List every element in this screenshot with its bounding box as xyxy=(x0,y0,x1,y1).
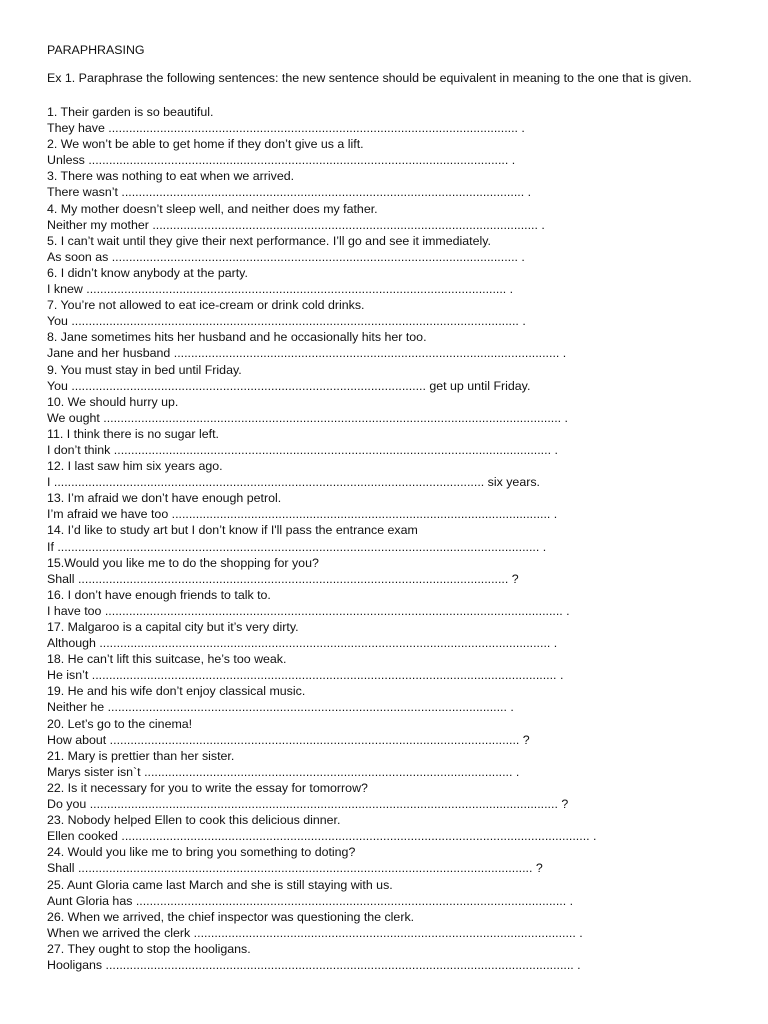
paraphrase-blank: I ............................................................................................................................. six years. xyxy=(47,475,540,490)
exercise-item xyxy=(47,619,596,651)
paraphrase-blank: They have ....................................................................................................................... . xyxy=(47,121,525,136)
original-sentence: 8. Jane sometimes hits her husband and he occasionally hits her too. xyxy=(47,330,427,345)
original-sentence: 24. Would you like me to bring you something to doting? xyxy=(47,845,356,860)
original-sentence: 20. Let’s go to the cinema! xyxy=(47,716,193,731)
exercise-item xyxy=(47,812,596,844)
paraphrase-blank: As soon as ...................................................................................................................... . xyxy=(47,249,525,264)
exercise-item xyxy=(47,909,596,941)
exercise-instruction: Ex 1. Paraphrase the following sentences: the new sentence should be equivalent in meaning to the one that is given. xyxy=(47,71,692,85)
paraphrase-blank: Neither he .................................................................................................................... . xyxy=(47,700,514,715)
exercise-item xyxy=(47,168,596,200)
original-sentence: 9. You must stay in bed until Friday. xyxy=(47,362,242,377)
exercise-item xyxy=(47,362,596,394)
paraphrase-blank: I’m afraid we have too .............................................................................................................. . xyxy=(47,507,558,522)
exercise-item xyxy=(47,941,596,973)
exercise-item xyxy=(47,458,596,490)
paraphrase-blank: You ....................................................................................................... get up until Friday. xyxy=(47,378,531,393)
paraphrase-blank: Marys sister isn`t ........................................................................................................... . xyxy=(47,764,520,779)
original-sentence: 7. You’re not allowed to eat ice-cream or drink cold drinks. xyxy=(47,298,365,313)
original-sentence: 4. My mother doesn’t sleep well, and neither does my father. xyxy=(47,201,378,216)
exercise-item xyxy=(47,780,596,812)
paraphrase-blank: When we arrived the clerk ............................................................................................................... . xyxy=(47,925,583,940)
exercise-item xyxy=(47,844,596,876)
original-sentence: 1. Their garden is so beautiful. xyxy=(47,105,214,119)
exercise-item xyxy=(47,651,596,683)
paraphrase-blank: Shall .................................................................................................................................... ? xyxy=(47,861,543,876)
original-sentence: 6. I didn’t know anybody at the party. xyxy=(47,265,248,280)
paraphrase-blank: How about ....................................................................................................................... ? xyxy=(47,732,530,747)
exercise-item xyxy=(47,104,596,136)
paraphrase-blank: I knew .......................................................................................................................... . xyxy=(47,282,514,297)
paraphrase-blank: Neither my mother ................................................................................................................ . xyxy=(47,217,545,232)
paraphrase-blank: Unless .......................................................................................................................... . xyxy=(47,153,516,168)
exercise-item xyxy=(47,201,596,233)
original-sentence: 18. He can’t lift this suitcase, he’s too weak. xyxy=(47,652,287,667)
exercise-item xyxy=(47,394,596,426)
original-sentence: 23. Nobody helped Ellen to cook this delicious dinner. xyxy=(47,813,341,828)
paraphrase-blank: Ellen cooked ........................................................................................................................................ . xyxy=(47,829,597,844)
exercise-item xyxy=(47,233,596,265)
original-sentence: 11. I think there is no sugar left. xyxy=(47,426,219,441)
original-sentence: 25. Aunt Gloria came last March and she is still staying with us. xyxy=(47,877,393,892)
paraphrase-blank: Hooligans ........................................................................................................................................ . xyxy=(47,957,581,972)
original-sentence: 5. I can’t wait until they give their next performance. I’ll go and see it immediately. xyxy=(47,233,491,248)
exercise-list xyxy=(47,104,596,973)
exercise-item xyxy=(47,683,596,715)
original-sentence: 22. Is it necessary for you to write the essay for tomorrow? xyxy=(47,780,368,795)
paraphrase-blank: You .................................................................................................................................. . xyxy=(47,314,526,329)
original-sentence: 27. They ought to stop the hooligans. xyxy=(47,941,251,956)
exercise-item xyxy=(47,748,596,780)
exercise-item xyxy=(47,587,596,619)
paraphrase-blank: If ............................................................................................................................................ . xyxy=(47,539,547,554)
original-sentence: 17. Malgaroo is a capital city but it’s very dirty. xyxy=(47,620,299,634)
paraphrase-blank: Shall ............................................................................................................................. ? xyxy=(47,571,519,586)
exercise-item xyxy=(47,329,596,361)
paraphrase-blank: I have too ..................................................................................................................................... . xyxy=(47,603,570,618)
original-sentence: 3. There was nothing to eat when we arrived. xyxy=(47,169,295,184)
paraphrase-blank: Aunt Gloria has ............................................................................................................................. . xyxy=(47,893,574,908)
paraphrase-blank: Do you ........................................................................................................................................ ? xyxy=(47,797,569,812)
exercise-item xyxy=(47,877,596,909)
exercise-item xyxy=(47,555,596,587)
paraphrase-blank: We ought ..................................................................................................................................... . xyxy=(47,410,568,425)
original-sentence: 13. I’m afraid we don’t have enough petrol. xyxy=(47,491,282,506)
exercise-item xyxy=(47,136,596,168)
original-sentence: 14. I’d like to study art but I don’t know if I'll pass the entrance exam xyxy=(47,523,418,538)
original-sentence: 16. I don’t have enough friends to talk to. xyxy=(47,587,271,602)
paraphrase-blank: He isn’t ....................................................................................................................................... . xyxy=(47,668,564,683)
paraphrase-blank: Although ................................................................................................................................... . xyxy=(47,636,558,651)
original-sentence: 21. Mary is prettier than her sister. xyxy=(47,748,235,763)
exercise-item xyxy=(47,522,596,554)
exercise-item xyxy=(47,426,596,458)
exercise-item xyxy=(47,297,596,329)
original-sentence: 2. We won’t be able to get home if they don’t give us a lift. xyxy=(47,137,364,152)
original-sentence: 10. We should hurry up. xyxy=(47,394,179,409)
exercise-item xyxy=(47,716,596,748)
original-sentence: 19. He and his wife don’t enjoy classical music. xyxy=(47,684,306,699)
exercise-item xyxy=(47,490,596,522)
page-title: PARAPHRASING xyxy=(47,43,145,57)
original-sentence: 26. When we arrived, the chief inspector was questioning the clerk. xyxy=(47,909,415,924)
paraphrase-blank: Jane and her husband ................................................................................................................ . xyxy=(47,346,567,361)
paraphrase-blank: I don’t think ............................................................................................................................... . xyxy=(47,442,558,457)
paraphrase-blank: There wasn’t ..................................................................................................................... . xyxy=(47,185,532,200)
original-sentence: 12. I last saw him six years ago. xyxy=(47,459,223,474)
exercise-item xyxy=(47,265,596,297)
original-sentence: 15.Would you like me to do the shopping for you? xyxy=(47,555,319,570)
